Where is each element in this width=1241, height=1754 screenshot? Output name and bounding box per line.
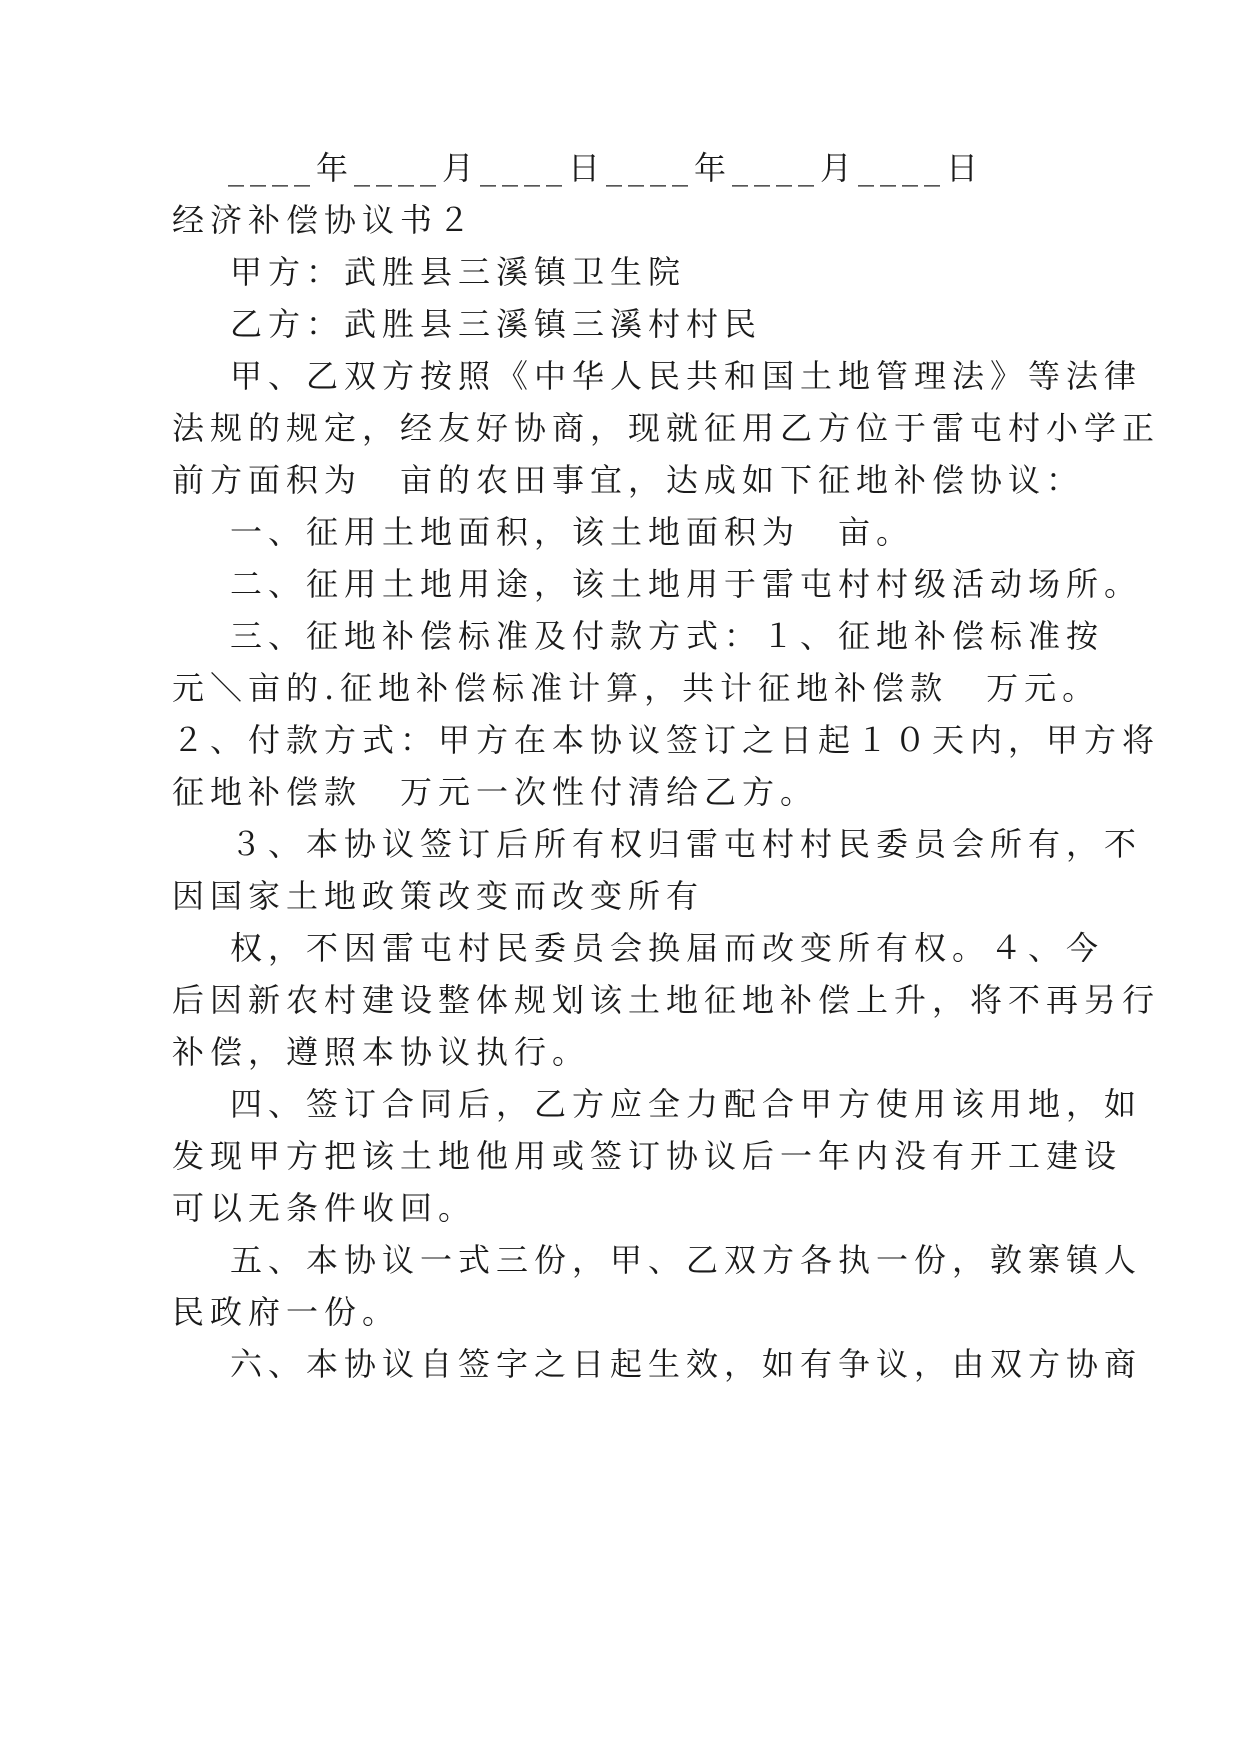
paragraph-line: 一、征用土地面积，该土地面积为 亩。 bbox=[230, 513, 915, 551]
paragraph-line: 甲、乙双方按照《中华人民共和国土地管理法》等法律 bbox=[230, 357, 1143, 395]
party-a: 甲方：武胜县三溪镇卫生院 bbox=[230, 253, 687, 291]
paragraph-line: 元＼亩的.征地补偿标准计算，共计征地补偿款 万元。 bbox=[172, 669, 1101, 707]
paragraph-line: ３、本协议签订后所有权归雷屯村村民委员会所有，不 bbox=[230, 825, 1143, 863]
paragraph-line: 因国家土地政策改变而改变所有 bbox=[172, 877, 705, 915]
paragraph-line: 前方面积为 亩的农田事宜，达成如下征地补偿协议： bbox=[172, 461, 1085, 499]
paragraph-line: 后因新农村建设整体规划该土地征地补偿上升，将不再另行 bbox=[172, 981, 1161, 1019]
paragraph-line: 法规的规定，经友好协商，现就征用乙方位于雷屯村小学正 bbox=[172, 409, 1161, 447]
paragraph-line: 可以无条件收回。 bbox=[172, 1189, 477, 1227]
paragraph-line: 民政府一份。 bbox=[172, 1293, 401, 1331]
paragraph-line: 征地补偿款 万元一次性付清给乙方。 bbox=[172, 773, 819, 811]
document-title: 经济补偿协议书２ bbox=[172, 201, 477, 239]
paragraph-line: 二、征用土地用途，该土地用于雷屯村村级活动场所。 bbox=[230, 565, 1143, 603]
paragraph-line: 发现甲方把该土地他用或签订协议后一年内没有开工建设 bbox=[172, 1137, 1123, 1175]
paragraph-line: 权，不因雷屯村民委员会换届而改变所有权。４、今 bbox=[230, 929, 1105, 967]
paragraph-line: 三、征地补偿标准及付款方式：１、征地补偿标准按 bbox=[230, 617, 1105, 655]
party-b: 乙方：武胜县三溪镇三溪村村民 bbox=[230, 305, 763, 343]
paragraph-line: 五、本协议一式三份，甲、乙双方各执一份，敦寨镇人 bbox=[230, 1241, 1143, 1279]
date-line: ____年____月____日____年____月____日 bbox=[228, 149, 985, 187]
paragraph-line: 六、本协议自签字之日起生效，如有争议，由双方协商 bbox=[230, 1345, 1143, 1383]
paragraph-line: 补偿，遵照本协议执行。 bbox=[172, 1033, 591, 1071]
paragraph-line: ２、付款方式：甲方在本协议签订之日起１０天内，甲方将 bbox=[172, 721, 1161, 759]
paragraph-line: 四、签订合同后，乙方应全力配合甲方使用该用地，如 bbox=[230, 1085, 1143, 1123]
